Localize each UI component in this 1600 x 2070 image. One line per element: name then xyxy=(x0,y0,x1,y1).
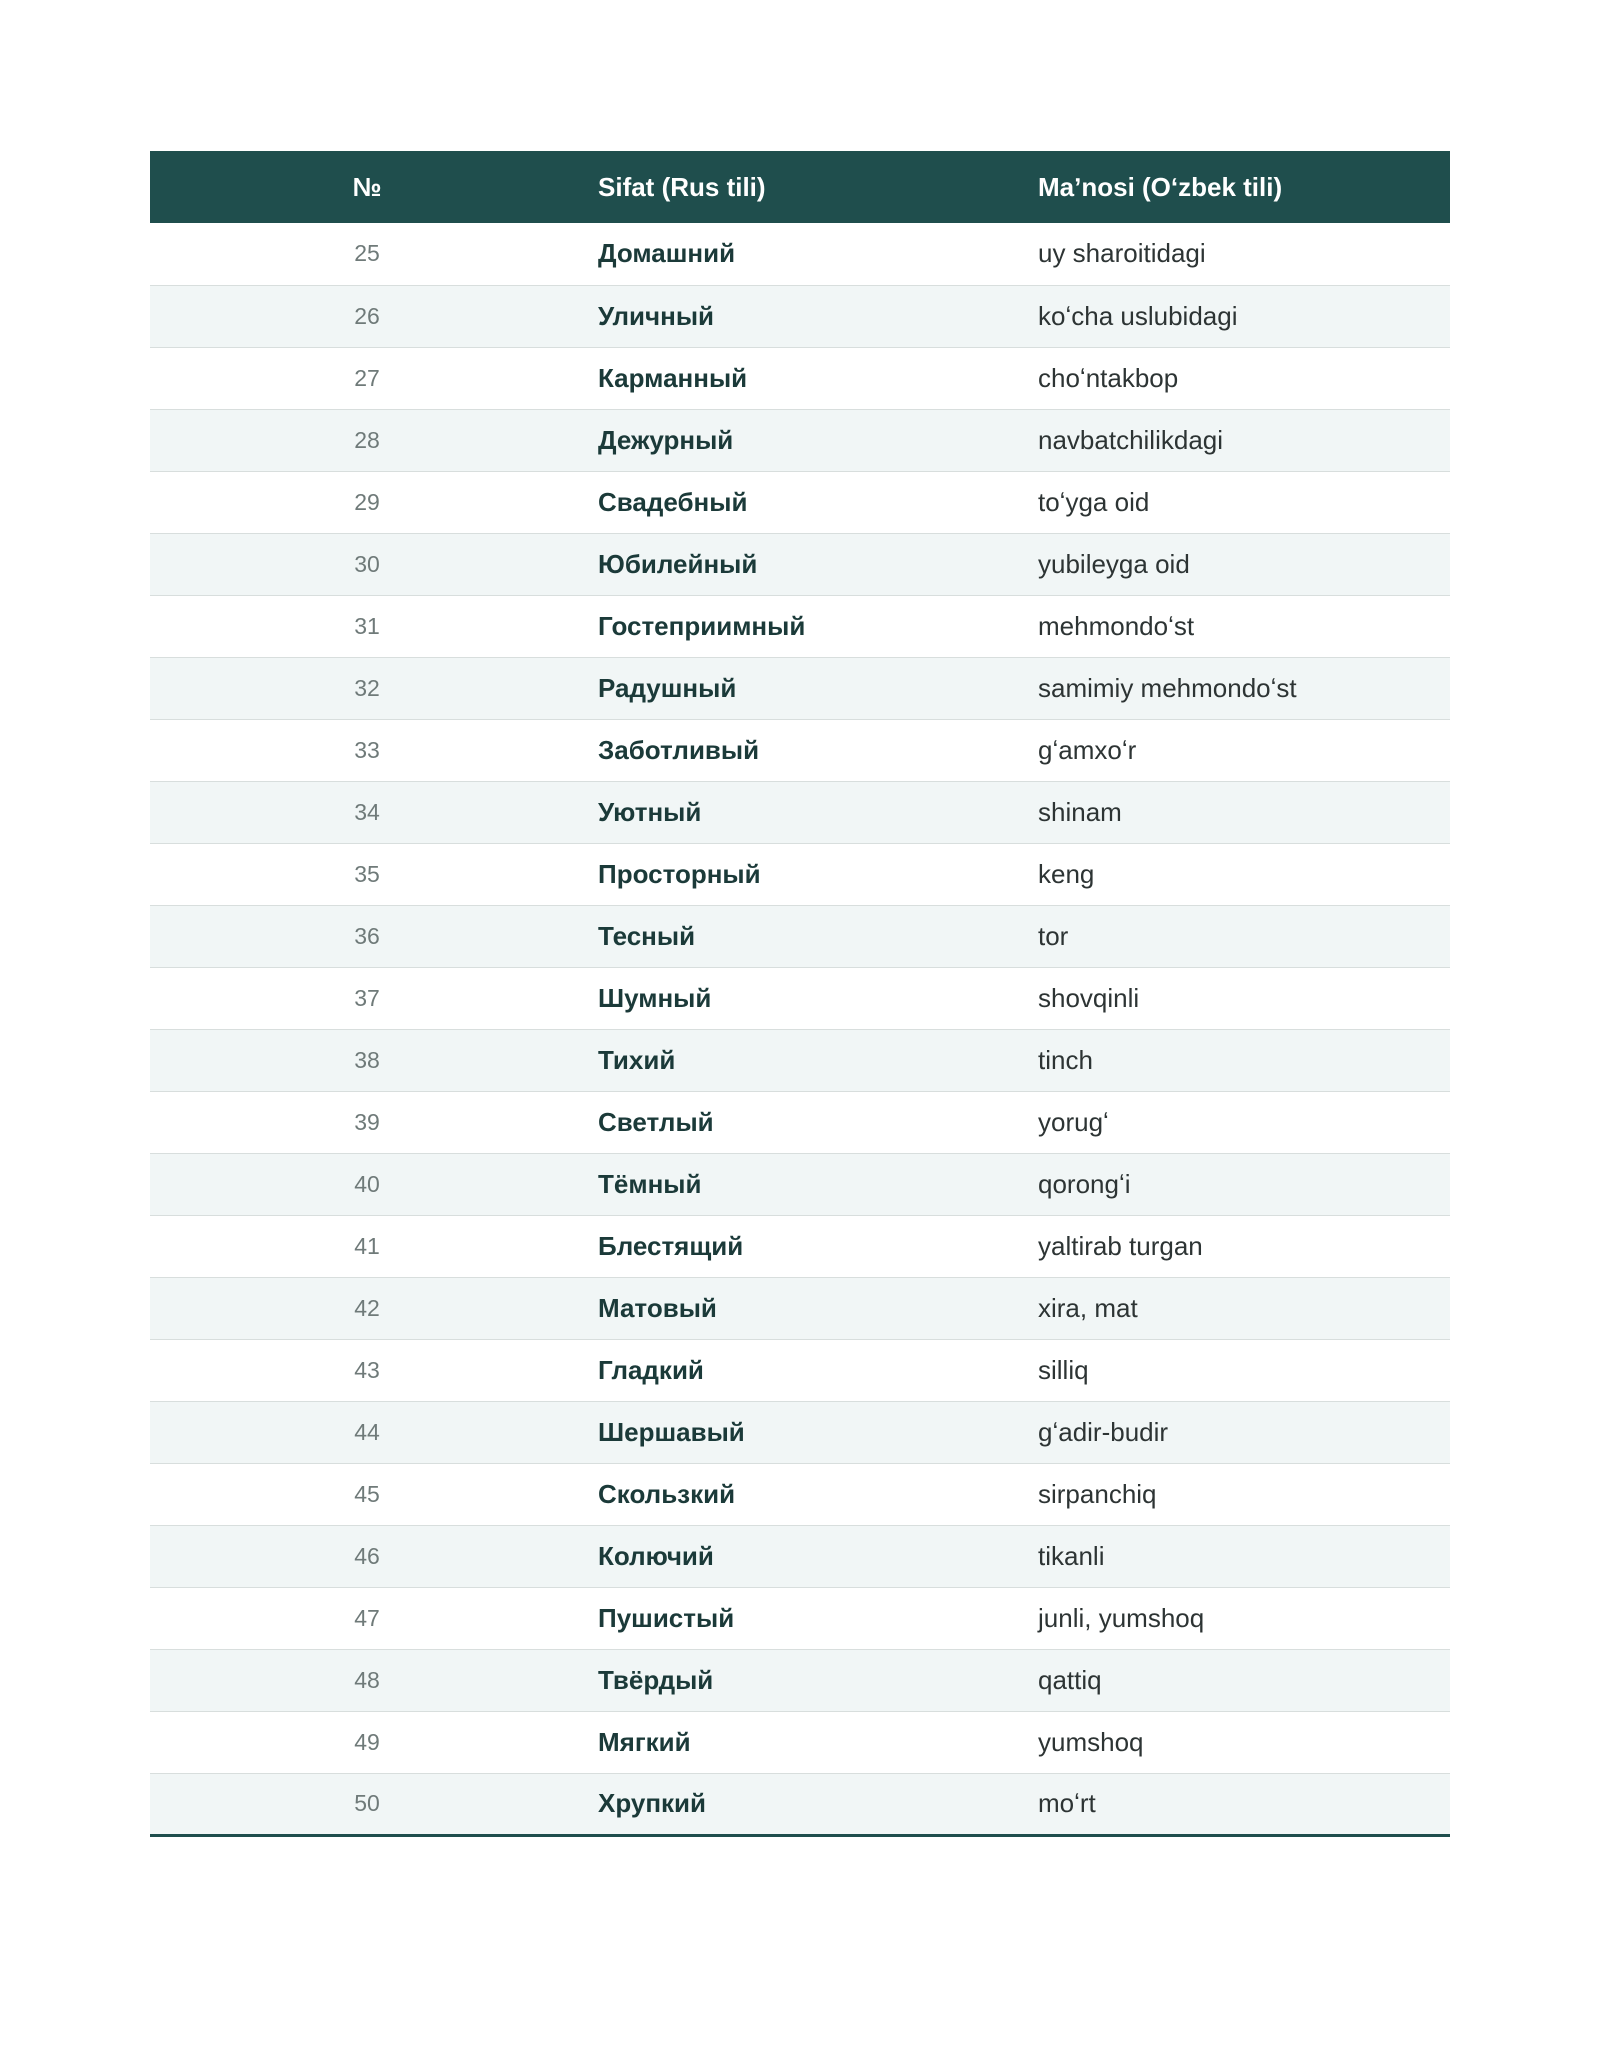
russian-adjective: Свадебный xyxy=(598,486,748,517)
russian-adjective: Тесный xyxy=(598,920,696,951)
russian-adjective: Пушистый xyxy=(598,1602,735,1633)
russian-adjective: Гладкий xyxy=(598,1354,704,1385)
row-number: 46 xyxy=(354,1542,380,1569)
uzbek-meaning: tor xyxy=(1038,920,1069,951)
uzbek-meaning: mehmondoʻst xyxy=(1038,610,1195,641)
russian-adjective: Гостеприимный xyxy=(598,610,806,641)
russian-adjective: Уличный xyxy=(598,300,715,331)
header-row xyxy=(150,151,1450,223)
table-row xyxy=(150,1649,1450,1711)
table-row xyxy=(150,1587,1450,1649)
table-row xyxy=(150,1029,1450,1091)
uzbek-meaning: gʻamxoʻr xyxy=(1038,734,1137,765)
table-header xyxy=(150,151,1450,223)
table-row xyxy=(150,347,1450,409)
table-row xyxy=(150,1277,1450,1339)
row-number: 43 xyxy=(354,1356,380,1383)
uzbek-meaning: yorugʻ xyxy=(1038,1106,1109,1137)
row-number: 39 xyxy=(354,1108,380,1135)
uzbek-meaning: qorongʻi xyxy=(1038,1168,1131,1199)
uzbek-meaning: shinam xyxy=(1038,796,1122,827)
uzbek-meaning: tinch xyxy=(1038,1044,1093,1075)
russian-adjective: Карманный xyxy=(598,362,748,393)
uzbek-meaning: yumshoq xyxy=(1038,1726,1144,1757)
uzbek-meaning: yaltirab turgan xyxy=(1038,1230,1203,1261)
row-number: 30 xyxy=(354,550,380,577)
row-number: 48 xyxy=(354,1666,380,1693)
row-number: 38 xyxy=(354,1046,380,1073)
uzbek-meaning: yubileyga oid xyxy=(1038,548,1190,579)
row-number: 29 xyxy=(354,488,380,515)
uzbek-meaning: uy sharoitidagi xyxy=(1038,238,1206,269)
row-number: 35 xyxy=(354,860,380,887)
row-number: 44 xyxy=(354,1418,380,1445)
russian-adjective: Шершавый xyxy=(598,1416,745,1447)
table-row xyxy=(150,1401,1450,1463)
russian-adjective: Светлый xyxy=(598,1106,714,1137)
uzbek-meaning: choʻntakbop xyxy=(1038,362,1179,393)
table-row xyxy=(150,1525,1450,1587)
russian-adjective: Матовый xyxy=(598,1292,717,1323)
table-row xyxy=(150,223,1450,285)
table-row xyxy=(150,967,1450,1029)
russian-adjective: Тихий xyxy=(598,1044,676,1075)
vocabulary-table xyxy=(150,151,1450,1837)
uzbek-meaning: silliq xyxy=(1038,1354,1089,1385)
uzbek-meaning: navbatchilikdagi xyxy=(1038,424,1224,455)
uzbek-meaning: samimiy mehmondoʻst xyxy=(1038,672,1297,703)
russian-adjective: Хрупкий xyxy=(598,1788,707,1818)
uzbek-meaning: shovqinli xyxy=(1038,982,1140,1013)
row-number: 28 xyxy=(354,426,380,453)
table-row xyxy=(150,595,1450,657)
row-number: 45 xyxy=(354,1480,380,1507)
table-body xyxy=(150,223,1450,1835)
row-number: 26 xyxy=(354,302,380,329)
uzbek-meaning: toʻyga oid xyxy=(1038,486,1150,517)
russian-adjective: Радушный xyxy=(598,672,737,703)
russian-adjective: Тёмный xyxy=(598,1168,702,1199)
uzbek-meaning: gʻadir-budir xyxy=(1038,1416,1169,1447)
table-row xyxy=(150,905,1450,967)
header-uzbek-meaning: Maʼnosi (Oʻzbek tili) xyxy=(1038,171,1283,202)
russian-adjective: Скользкий xyxy=(598,1478,736,1509)
uzbek-meaning: tikanli xyxy=(1038,1540,1105,1571)
russian-adjective: Дежурный xyxy=(598,424,734,455)
table-row xyxy=(150,285,1450,347)
header-russian-adjective: Sifat (Rus tili) xyxy=(598,171,766,202)
uzbek-meaning: keng xyxy=(1038,858,1095,889)
uzbek-meaning: koʻcha uslubidagi xyxy=(1038,300,1238,331)
russian-adjective: Уютный xyxy=(598,796,702,827)
row-number: 32 xyxy=(354,674,380,701)
row-number: 50 xyxy=(354,1790,380,1816)
table-row xyxy=(150,1773,1450,1835)
table-row xyxy=(150,1091,1450,1153)
row-number: 49 xyxy=(354,1728,380,1755)
row-number: 25 xyxy=(354,240,380,267)
uzbek-meaning: xira, mat xyxy=(1038,1292,1138,1323)
table-row xyxy=(150,719,1450,781)
table-row xyxy=(150,843,1450,905)
russian-adjective: Юбилейный xyxy=(598,548,758,579)
uzbek-meaning: sirpanchiq xyxy=(1038,1478,1157,1509)
row-number: 34 xyxy=(354,798,380,825)
row-number: 42 xyxy=(354,1294,380,1321)
uzbek-meaning: qattiq xyxy=(1038,1664,1102,1695)
russian-adjective: Твёрдый xyxy=(598,1664,714,1695)
table-row xyxy=(150,471,1450,533)
table-row xyxy=(150,1153,1450,1215)
russian-adjective: Просторный xyxy=(598,858,761,889)
row-number: 40 xyxy=(354,1170,380,1197)
row-number: 47 xyxy=(354,1604,380,1631)
russian-adjective: Мягкий xyxy=(598,1726,691,1757)
row-number: 27 xyxy=(354,364,380,391)
russian-adjective: Домашний xyxy=(598,238,736,269)
table-row xyxy=(150,1711,1450,1773)
row-number: 31 xyxy=(354,612,380,639)
row-number: 41 xyxy=(354,1232,380,1259)
header-number: № xyxy=(352,171,382,202)
table-row xyxy=(150,657,1450,719)
russian-adjective: Шумный xyxy=(598,982,712,1013)
table-row xyxy=(150,409,1450,471)
uzbek-meaning: moʻrt xyxy=(1038,1788,1096,1818)
russian-adjective: Блестящий xyxy=(598,1230,744,1261)
table-row xyxy=(150,781,1450,843)
table-row xyxy=(150,1463,1450,1525)
russian-adjective: Колючий xyxy=(598,1540,714,1571)
russian-adjective: Заботливый xyxy=(598,734,760,765)
row-number: 33 xyxy=(354,736,380,763)
table-row xyxy=(150,533,1450,595)
table-row xyxy=(150,1215,1450,1277)
uzbek-meaning: junli, yumshoq xyxy=(1038,1602,1205,1633)
row-number: 36 xyxy=(354,922,380,949)
table-row xyxy=(150,1339,1450,1401)
row-number: 37 xyxy=(354,984,380,1011)
